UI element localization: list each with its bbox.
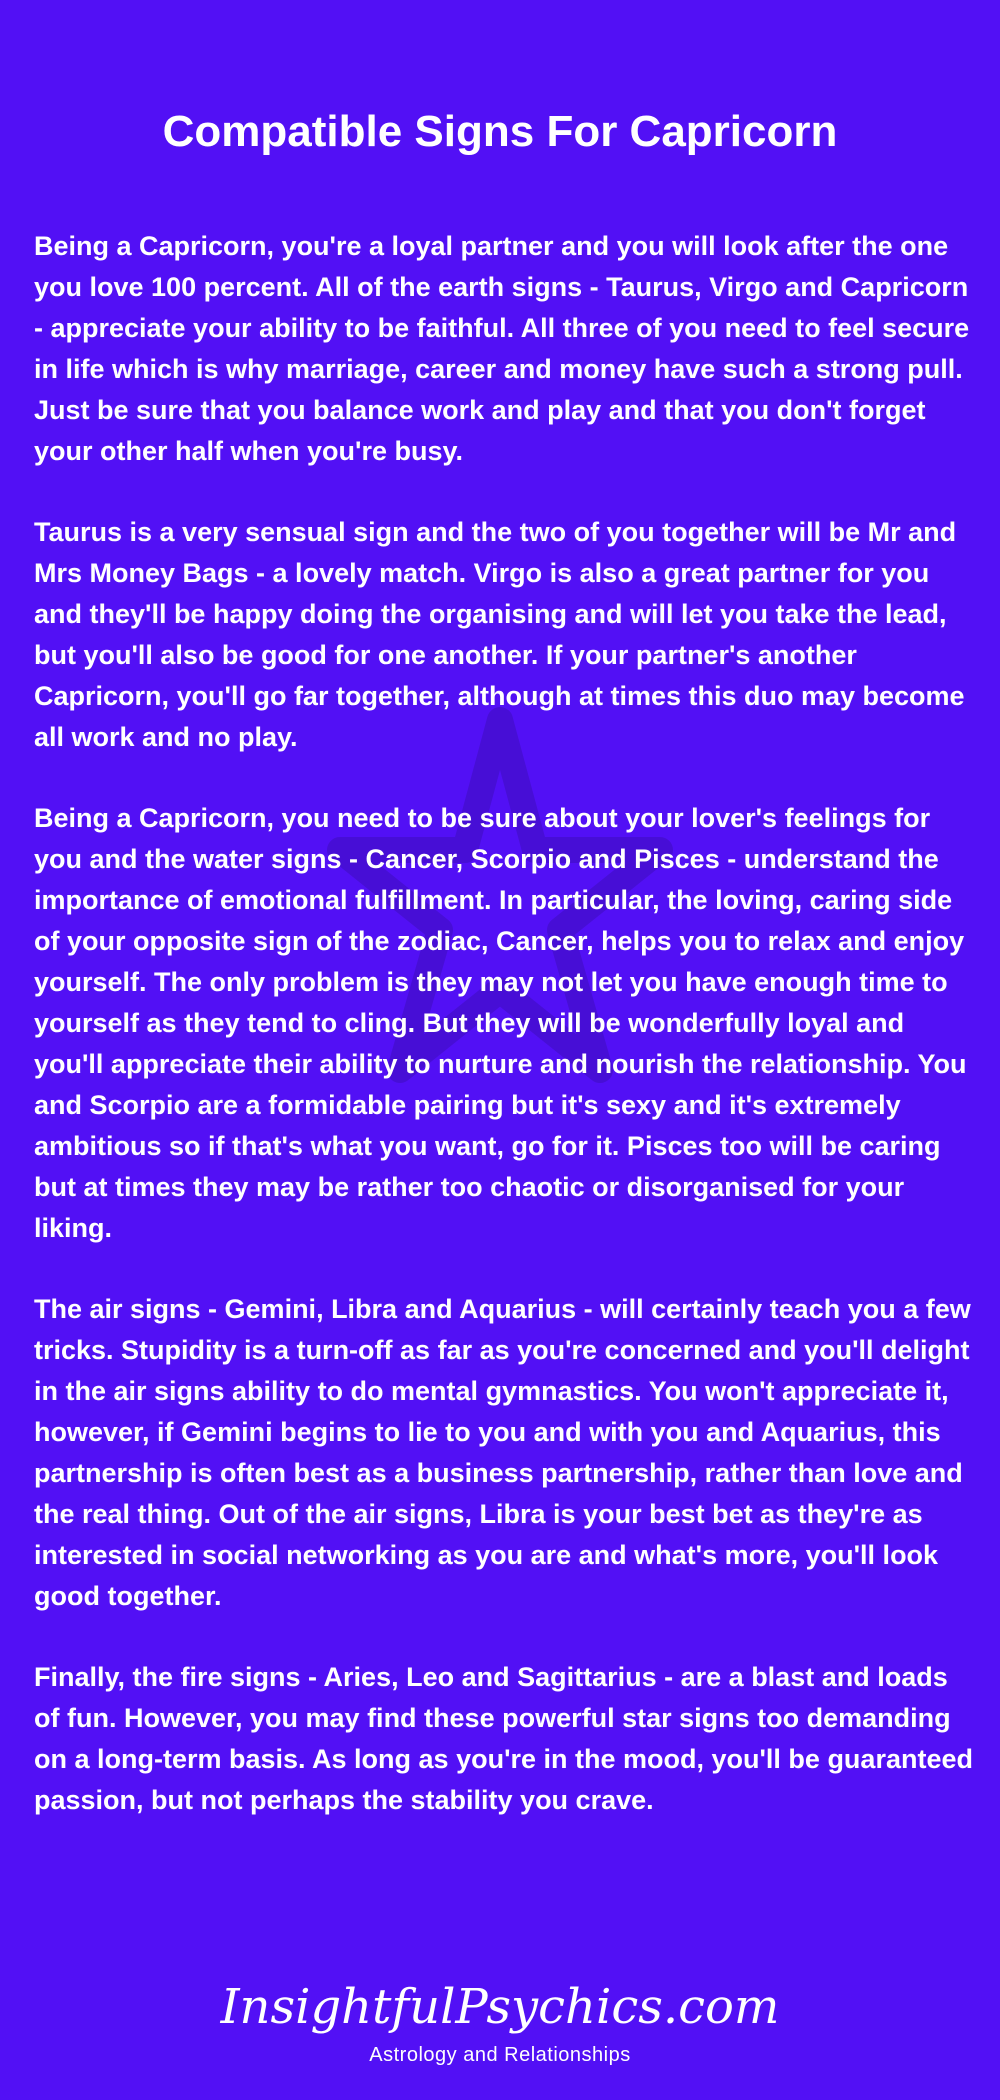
paragraph-fire-signs: Finally, the fire signs - Aries, Leo and Sagittarius - are a blast and loads of fun. However, you may find these powerful star signs too demanding on a long-term basis. As long as you're in the mood, you'll be guaranteed passion, but not perhaps the stability you crave. xyxy=(34,1662,973,1815)
brand-logo: InsightfulPsychics.com xyxy=(220,1979,780,2035)
article-body xyxy=(34,226,974,1861)
page-title: Compatible Signs For Capricorn xyxy=(162,107,838,156)
paragraph-taurus-virgo: Taurus is a very sensual sign and the two of you together will be Mr and Mrs Money Bags - a lovely match. Virgo is also a great partner for you and they'll be happy doing the organising and will let you take the lead, but you'll also be good for one another. If your partner's another Capricorn, you'll go far together, although at times this duo may become all work and no play. xyxy=(34,517,965,752)
brand-tagline: Astrology and Relationships xyxy=(369,2044,631,2066)
paragraph-earth-signs: Being a Capricorn, you're a loyal partner and you will look after the one you love 100 percent. All of the earth signs - Taurus, Virgo and Capricorn - appreciate your ability to be faithful. All three of you need to feel secure in life which is why marriage, career and money have such a strong pull. Just be sure that you balance work and play and that you don't forget your other half when you're busy. xyxy=(34,231,970,466)
footer xyxy=(0,1978,1000,2068)
paragraph-water-signs: Being a Capricorn, you need to be sure about your lover's feelings for you and the water signs - Cancer, Scorpio and Pisces - understand the importance of emotional fulfillment. In particular, the loving, caring side of your opposite sign of the zodiac, Cancer, helps you to relax and enjoy yourself. The only problem is they may not let you have enough time to yourself as they tend to cling. But they will be wonderfully loyal and you'll appreciate their ability to nurture and nourish the relationship. You and Scorpio are a formidable pairing but it's sexy and it's extremely ambitious so if that's what you want, go for it. Pisces too will be caring but at times they may be rather too chaotic or disorganised for your liking. xyxy=(34,803,967,1243)
paragraph-air-signs: The air signs - Gemini, Libra and Aquarius - will certainly teach you a few tricks. Stupidity is a turn-off as far as you're concerned and you'll delight in the air signs ability to do mental gymnastics. You won't appreciate it, however, if Gemini begins to lie to you and with you and Aquarius, this partnership is often best as a business partnership, rather than love and the real thing. Out of the air signs, Libra is your best bet as they're as interested in social networking as you are and what's more, you'll look good together. xyxy=(34,1294,971,1611)
